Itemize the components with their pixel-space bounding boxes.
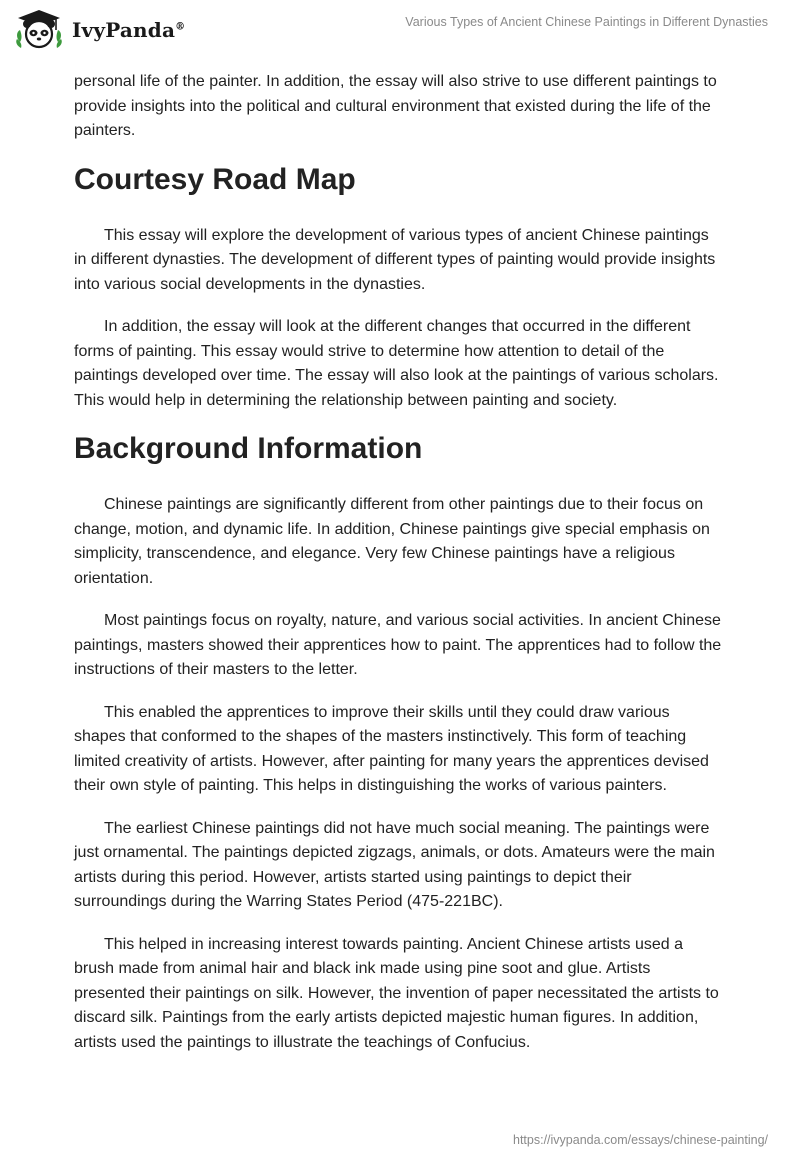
- section-heading-road-map: Courtesy Road Map: [74, 162, 356, 196]
- paragraph: This helped in increasing interest towards painting. Ancient Chinese artists used a brush made from animal hair and black ink made using pine soot and glue. Artists presented their paintings on silk. However, the invention of paper necessitated the artists to discard silk. Paintings from the early artists depicted majestic human figures. In addition, artists used the paintings to illustrate the teachings of Confucius.: [74, 935, 719, 1051]
- brand-logo[interactable]: [14, 8, 185, 52]
- paragraph: In addition, the essay will look at the different changes that occurred in the different forms of painting. This essay would strive to determine how attention to detail of the paintings developed over time. The essay will also look at the paintings of various scholars. This would help in determining the relationship between painting and society.: [74, 318, 719, 409]
- paragraph: Chinese paintings are significantly different from other paintings due to their focus on change, motion, and dynamic life. In addition, Chinese paintings give special emphasis on simplicity, transcendence, and elegance. Very few Chinese paintings have a religious orientation.: [74, 496, 710, 587]
- intro-paragraph: personal life of the painter. In addition, the essay will also strive to use different paintings to provide insights into the political and cultural environment that existed during the life of the painters.: [74, 73, 717, 139]
- section-heading-background: Background Information: [74, 432, 423, 465]
- source-url-link[interactable]: https://ivypanda.com/essays/chinese-painting/: [513, 1133, 768, 1147]
- panda-logo-icon: [14, 8, 64, 52]
- essay-body: [74, 70, 724, 1073]
- paragraph: This essay will explore the development of various types of ancient Chinese paintings in different dynasties. The development of different types of painting would provide insights into various social developments in the dynasties.: [74, 226, 716, 293]
- paragraph: This enabled the apprentices to improve their skills until they could draw various shapes that conformed to the shapes of the masters instinctively. This form of teaching limited creativity of artists. However, after painting for many years the apprentices devised their own style of painting. This helps in distinguishing the works of various painters.: [74, 703, 709, 794]
- paragraph: Most paintings focus on royalty, nature, and various social activities. In ancient Chinese paintings, masters showed their apprentices how to paint. The apprentices had to follow the instructions of their masters to the letter.: [74, 612, 722, 678]
- document-title: Various Types of Ancient Chinese Paintings in Different Dynasties: [405, 15, 768, 29]
- brand-name: IvyPanda®: [72, 18, 186, 42]
- paragraph: The earliest Chinese paintings did not have much social meaning. The paintings were just ornamental. The paintings depicted zigzags, animals, or dots. Amateurs were the main artists during this period. However, artists started using paintings to depict their surroundings during the Warring States Period (475-221BC).: [74, 819, 715, 910]
- page-header: [0, 0, 800, 70]
